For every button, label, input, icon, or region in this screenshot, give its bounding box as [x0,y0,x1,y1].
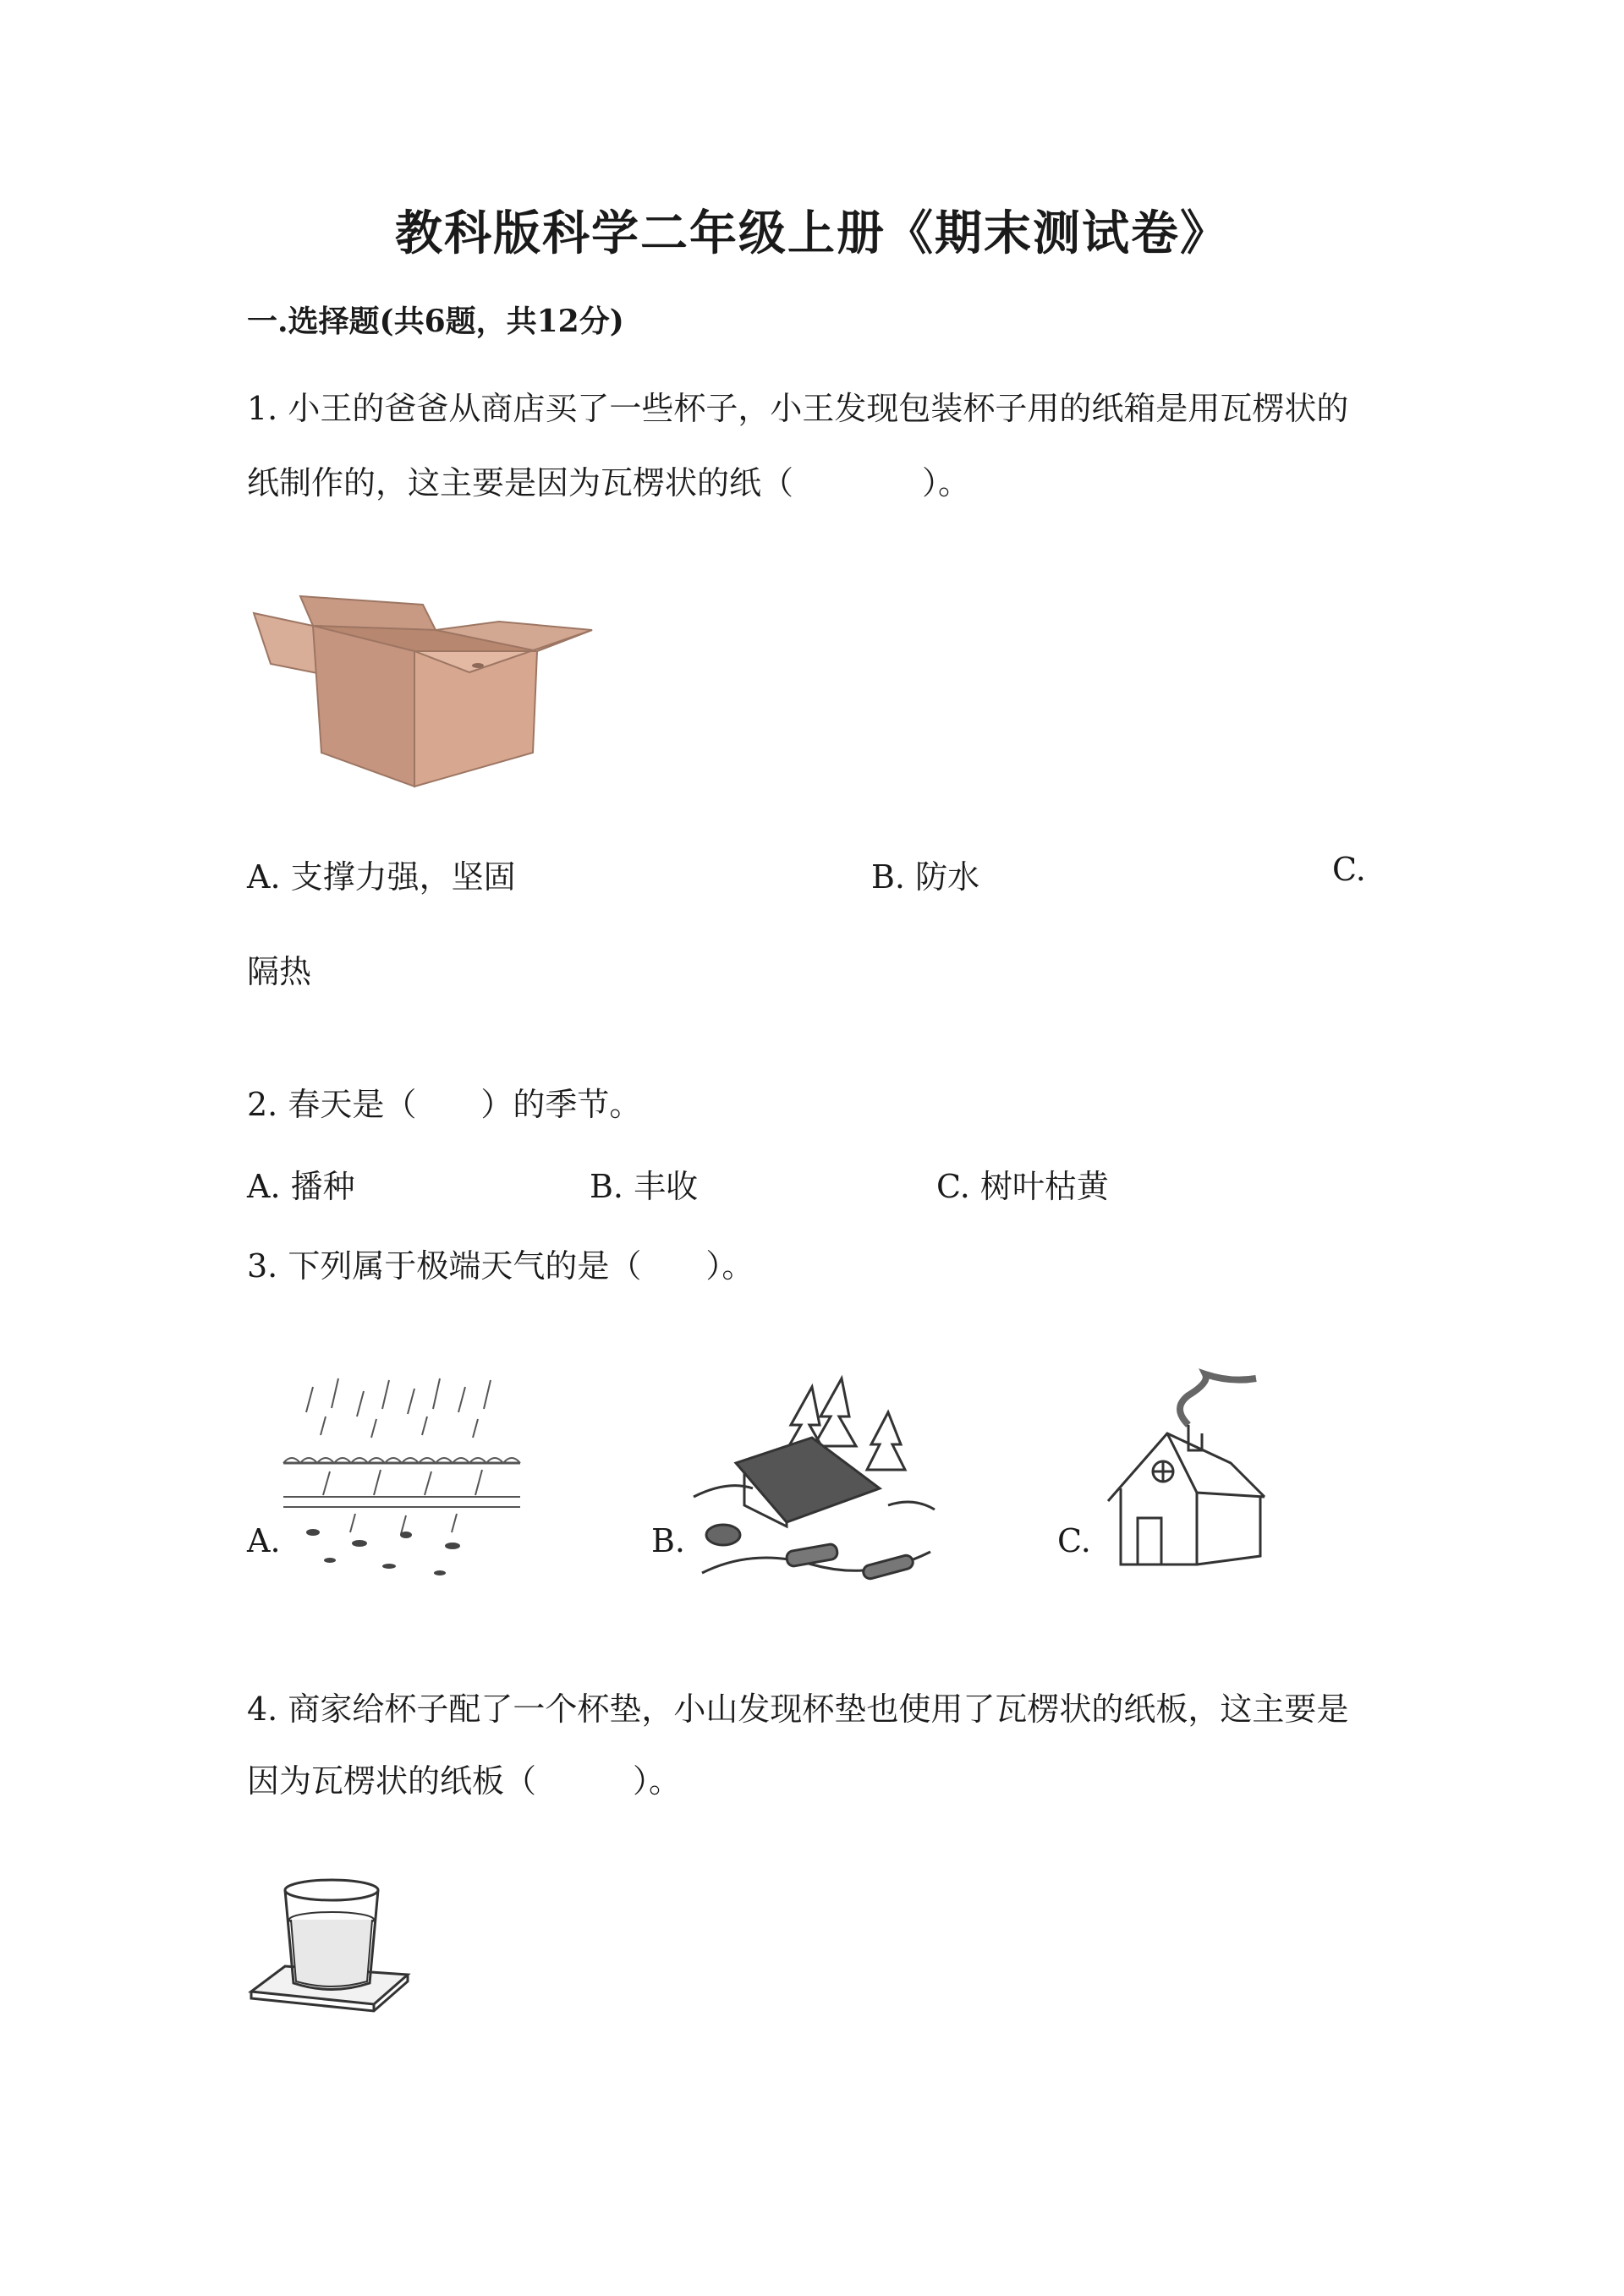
question-1-line-1: 1. 小王的爸爸从商店买了一些杯子，小王发现包装杯子用的纸箱是用瓦楞状的 [247,390,1349,427]
question-2-option-c: C. 树叶枯黄 [936,1168,1109,1205]
snow-buried-house-icon [694,1378,939,1590]
question-2-option-a: A. 播种 [247,1168,355,1205]
question-2-line-1: 2. 春天是（ ）的季节。 [247,1086,642,1123]
question-3-option-c: C. [1057,1522,1091,1559]
rainstorm-icon [279,1370,524,1581]
question-1-line-2: 纸制作的，这主要是因为瓦楞状的纸（ ）。 [247,464,971,501]
question-3-line-1: 3. 下列属于极端天气的是（ ）。 [247,1247,754,1285]
question-2-option-b: B. 丰收 [590,1168,699,1205]
question-4-line-2: 因为瓦楞状的纸板（ ）。 [247,1762,682,1800]
chimney-house-icon [1104,1374,1273,1577]
question-1-option-c: C. [1332,851,1366,888]
question-1-option-b: B. 防水 [871,858,980,896]
question-3-option-b: B. [651,1522,686,1559]
question-3-option-a: A. [247,1522,281,1559]
question-1-option-a: A. 支撑力强，坚固 [247,858,516,896]
question-1-option-c-text: 隔热 [247,953,312,990]
question-4-line-1: 4. 商家给杯子配了一个杯垫，小山发现杯垫也使用了瓦楞状的纸板，这主要是 [247,1690,1349,1728]
cardboard-box-icon [254,584,601,786]
section-heading: 一.选择题(共6题，共12分) [247,304,624,339]
cup-on-coaster-icon [247,1873,416,2017]
page-title: 教科版科学二年级上册《期末测试卷》 [395,205,1229,261]
